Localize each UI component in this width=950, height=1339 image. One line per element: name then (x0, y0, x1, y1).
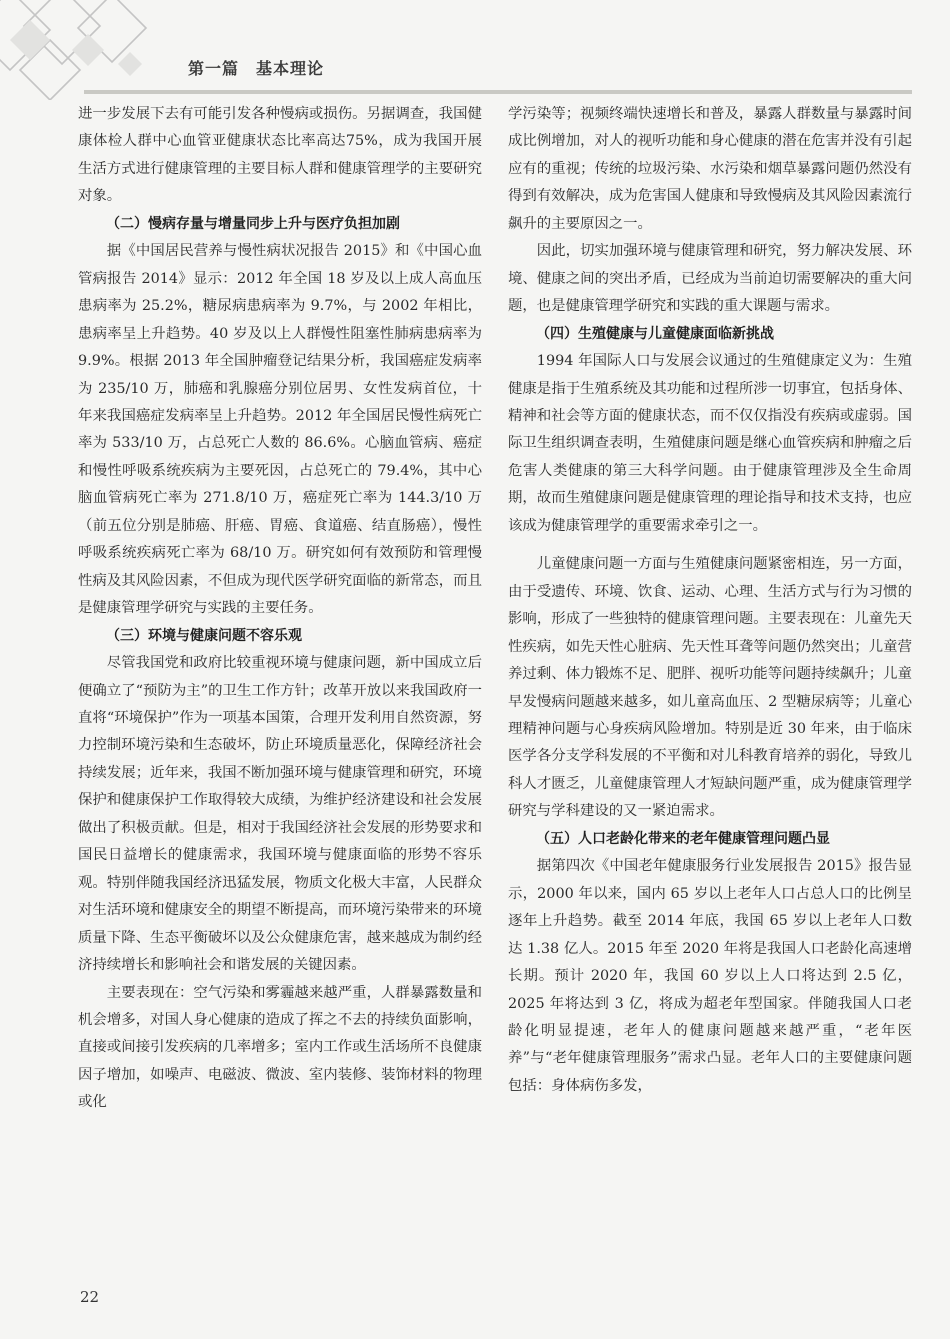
paragraph: 据第四次《中国老年健康服务行业发展报告 2015》报告显示，2000 年以来，国内 65 岁以上老年人口占总人口的比例呈逐年上升趋势。截至 2014 年底，我国 65 岁以上老年人口数达 1.38 亿人。2015 年至 2020 年将是我国人口老龄化高速增长期。预计 2020 年，我国 60 岁以上人口将达到 2.5 亿，2025 年将达到 3 亿，将成为超老年型国家。伴随我国人口老龄化明显提速，老年人的健康问题越来越严重，“老年医养”与“老年健康管理服务”需求凸显。老年人口的主要健康问题包括：身体病伤多发， (508, 858, 912, 1094)
paragraph-continuation: 学污染等；视频终端快速增长和普及，暴露人群数量与暴露时间成比例增加，对人的视听功能和身心健康的潜在危害并没有引起应有的重视；传统的垃圾污染、水污染和烟草暴露问题仍然没有得到有效解决，成为危害国人健康和导致慢病及其风险因素流行飙升的主要原因之一。 (508, 106, 912, 232)
corner-decoration (0, 0, 170, 100)
paragraph: 1994 年国际人口与发展会议通过的生殖健康定义为：生殖健康是指于生殖系统及其功能和过程所涉一切事宜，包括身体、精神和社会等方面的健康状态，而不仅仅指没有疾病或虚弱。国际卫生组织调查表明，生殖健康问题是继心血管疾病和肿瘤之后危害人类健康的第三大科学问题。由于健康管理涉及全生命周期，故而生殖健康问题是健康管理的理论指导和技术支持，也应该成为健康管理学的重要需求牵引之一。 (508, 353, 912, 534)
paragraph: 主要表现在：空气污染和雾霾越来越严重，人群暴露数量和机会增多，对国人身心健康的造成了挥之不去的持续负面影响，直接或间接引发疾病的几率增多；室内工作或生活场所不良健康因子增加，如噪声、电磁波、微波、室内装修、装饰材料的物理或化 (78, 984, 482, 1111)
section-heading-2: （二）慢病存量与增量同步上升与医疗负担加剧 (106, 215, 400, 232)
paragraph: 儿童健康问题一方面与生殖健康问题紧密相连，另一方面，由于受遗传、环境、饮食、运动、心理、生活方式与行为习惯的影响，形成了一些独特的健康管理问题。主要表现在：儿童先天性疾病，如先天性心脏病、先天性耳聋等问题仍然突出；儿童营养过剩、体力锻炼不足、肥胖、视听功能等问题持续飙升；儿童早发慢病问题越来越多，如儿童高血压、2 型糖尿病等；儿童心理精神问题与心身疾病风险增加。特别是近 30 年来，由于临床医学各分支学科发展的不平衡和对儿科教育培养的弱化，导致儿科人才匮乏，儿童健康管理人才短缺问题严重，成为健康管理学研究与学科建设的又一紧迫需求。 (508, 556, 912, 820)
section-heading-5: （五）人口老龄化带来的老年健康管理问题凸显 (536, 830, 830, 847)
chapter-title: 第一篇 基本理论 (188, 59, 325, 78)
paragraph: 因此，切实加强环境与健康管理和研究，努力解决发展、环境、健康之间的突出矛盾，已经成为当前迫切需要解决的重大问题，也是健康管理学研究和实践的重大课题与需求。 (508, 243, 912, 315)
right-column (508, 101, 912, 1100)
paragraph: 据《中国居民营养与慢性病状况报告 2015》和《中国心血管病报告 2014》显示：2012 年全国 18 岁及以上成人高血压患病率为 25.2%，糖尿病患病率为 9.7%，与 2002 年相比，患病率呈上升趋势。40 岁及以上人群慢性阻塞性肺病患病率为 9.9%。根据 2013 年全国肿瘤登记结果分析，我国癌症发病率为 235/10 万，肺癌和乳腺癌分别位居男、女性发病首位，十年来我国癌症发病率呈上升趋势。2012 年全国居民慢性病死亡率为 533/10 万，占总死亡人数的 86.6%。心脑血管病、癌症和慢性呼吸系统疾病为主要死因，占总死亡的 79.4%，其中心脑血管病死亡率为 271.8/10 万，癌症死亡率为 144.3/10 万（前五位分别是肺癌、肝癌、胃癌、食道癌、结直肠癌），慢性呼吸系统疾病死亡率为 68/10 万。研究如何有效预防和管理慢性病及其风险因素，不但成为现代医学研究面临的新常态，而且是健康管理学研究与实践的主要任务。 (78, 243, 482, 617)
section-heading-4: （四）生殖健康与儿童健康面临新挑战 (536, 325, 774, 342)
header-divider (84, 90, 912, 94)
paragraph-continuation: 进一步发展下去有可能引发各种慢病或损伤。另据调查，我国健康体检人群中心血管亚健康状态比率高达75%，成为我国开展生活方式进行健康管理的主要目标人群和健康管理学的主要研究对象。 (78, 106, 482, 205)
section-heading-3: （三）环境与健康问题不容乐观 (106, 627, 302, 644)
left-column (78, 101, 482, 1117)
paragraph: 尽管我国党和政府比较重视环境与健康问题，新中国成立后便确立了“预防为主”的卫生工作方针；改革开放以来我国政府一直将“环境保护”作为一项基本国策，合理开发利用自然资源，努力控制环境污染和生态破坏，防止环境质量恶化，保障经济社会持续发展；近年来，我国不断加强环境与健康管理和研究，环境保护和健康保护工作取得较大成绩，为维护经济建设和社会发展做出了积极贡献。但是，相对于我国经济社会发展的形势要求和国民日益增长的健康需求，我国环境与健康面临的形势不容乐观。特别伴随我国经济迅猛发展，物质文化极大丰富，人民群众对生活环境和健康安全的期望不断提高，而环境污染带来的环境质量下降、生态平衡破坏以及公众健康危害，越来越成为制约经济持续增长和影响社会和谐发展的关键因素。 (78, 655, 482, 974)
paragraph-gap (508, 540, 912, 551)
page-number: 22 (80, 1288, 100, 1306)
